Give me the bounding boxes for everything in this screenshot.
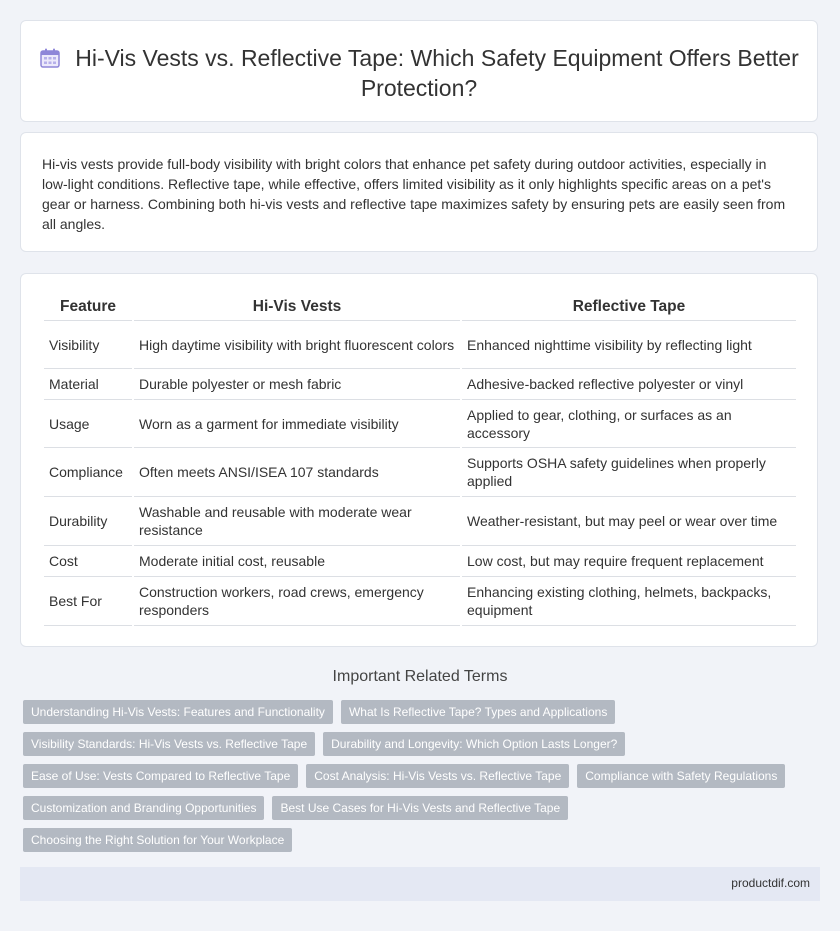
related-term-tag[interactable]: Best Use Cases for Hi-Vis Vests and Reflective Tape [272, 796, 568, 820]
feature-cell: Cost [44, 546, 132, 577]
calendar-icon [39, 47, 61, 69]
footer-site[interactable]: productdif.com [731, 876, 810, 890]
related-term-tag[interactable]: Ease of Use: Vests Compared to Reflective Tape [23, 764, 298, 788]
intro-paragraph: Hi-vis vests provide full-body visibility with bright colors that enhance pet safety during outdoor activities, especially in low-light conditions. Reflective tape, while effective, offers limited visibility as it only highlights specific areas on a pet's gear or harness. Combining both hi-vis vests and reflective tape maximizes safety by ensuring pets are easily seen from all angles. [42, 156, 786, 232]
feature-cell: Visibility [44, 321, 132, 369]
table-row [44, 369, 796, 400]
related-term-tag[interactable]: What Is Reflective Tape? Types and Applications [341, 700, 615, 724]
comparison-card [20, 273, 818, 647]
table-row [44, 400, 796, 448]
related-terms-list [23, 700, 803, 852]
related-term-tag[interactable]: Customization and Branding Opportunities [23, 796, 264, 820]
vest-cell: Durable polyester or mesh fabric [134, 369, 460, 400]
tape-cell: Enhancing existing clothing, helmets, backpacks, equipment [462, 577, 796, 626]
footer [20, 867, 820, 901]
table-row [44, 546, 796, 577]
related-term-tag[interactable]: Compliance with Safety Regulations [577, 764, 785, 788]
vest-cell: Construction workers, road crews, emergency responders [134, 577, 460, 626]
header-reflective-tape: Reflective Tape [462, 294, 796, 321]
related-term-tag[interactable]: Cost Analysis: Hi-Vis Vests vs. Reflective Tape [306, 764, 569, 788]
related-term-tag[interactable]: Visibility Standards: Hi-Vis Vests vs. Reflective Tape [23, 732, 315, 756]
vest-cell: High daytime visibility with bright fluorescent colors [134, 321, 460, 369]
tape-cell: Adhesive-backed reflective polyester or vinyl [462, 369, 796, 400]
header-hi-vis-vests: Hi-Vis Vests [134, 294, 460, 321]
feature-cell: Best For [44, 577, 132, 626]
feature-cell: Compliance [44, 448, 132, 497]
tape-cell: Low cost, but may require frequent replacement [462, 546, 796, 577]
comparison-table [42, 294, 798, 626]
tape-cell: Enhanced nighttime visibility by reflecting light [462, 321, 796, 369]
table-row [44, 321, 796, 369]
page-title-wrap [21, 43, 817, 103]
table-header-row [44, 294, 796, 321]
feature-cell: Durability [44, 497, 132, 546]
title-card [20, 20, 818, 122]
vest-cell: Washable and reusable with moderate wear resistance [134, 497, 460, 546]
related-term-tag[interactable]: Choosing the Right Solution for Your Workplace [23, 828, 292, 852]
related-term-tag[interactable]: Understanding Hi-Vis Vests: Features and Functionality [23, 700, 333, 724]
feature-cell: Usage [44, 400, 132, 448]
table-row [44, 497, 796, 546]
tape-cell: Weather-resistant, but may peel or wear over time [462, 497, 796, 546]
table-row [44, 448, 796, 497]
vest-cell: Worn as a garment for immediate visibility [134, 400, 460, 448]
intro-card [20, 132, 818, 252]
related-terms-heading: Important Related Terms [332, 668, 508, 685]
related-term-tag[interactable]: Durability and Longevity: Which Option Lasts Longer? [323, 732, 625, 756]
header-feature: Feature [44, 294, 132, 321]
vest-cell: Moderate initial cost, reusable [134, 546, 460, 577]
tape-cell: Supports OSHA safety guidelines when properly applied [462, 448, 796, 497]
feature-cell: Material [44, 369, 132, 400]
tape-cell: Applied to gear, clothing, or surfaces as an accessory [462, 400, 796, 448]
vest-cell: Often meets ANSI/ISEA 107 standards [134, 448, 460, 497]
table-row [44, 577, 796, 626]
page-title: Hi-Vis Vests vs. Reflective Tape: Which Safety Equipment Offers Better Protection? [75, 45, 799, 101]
